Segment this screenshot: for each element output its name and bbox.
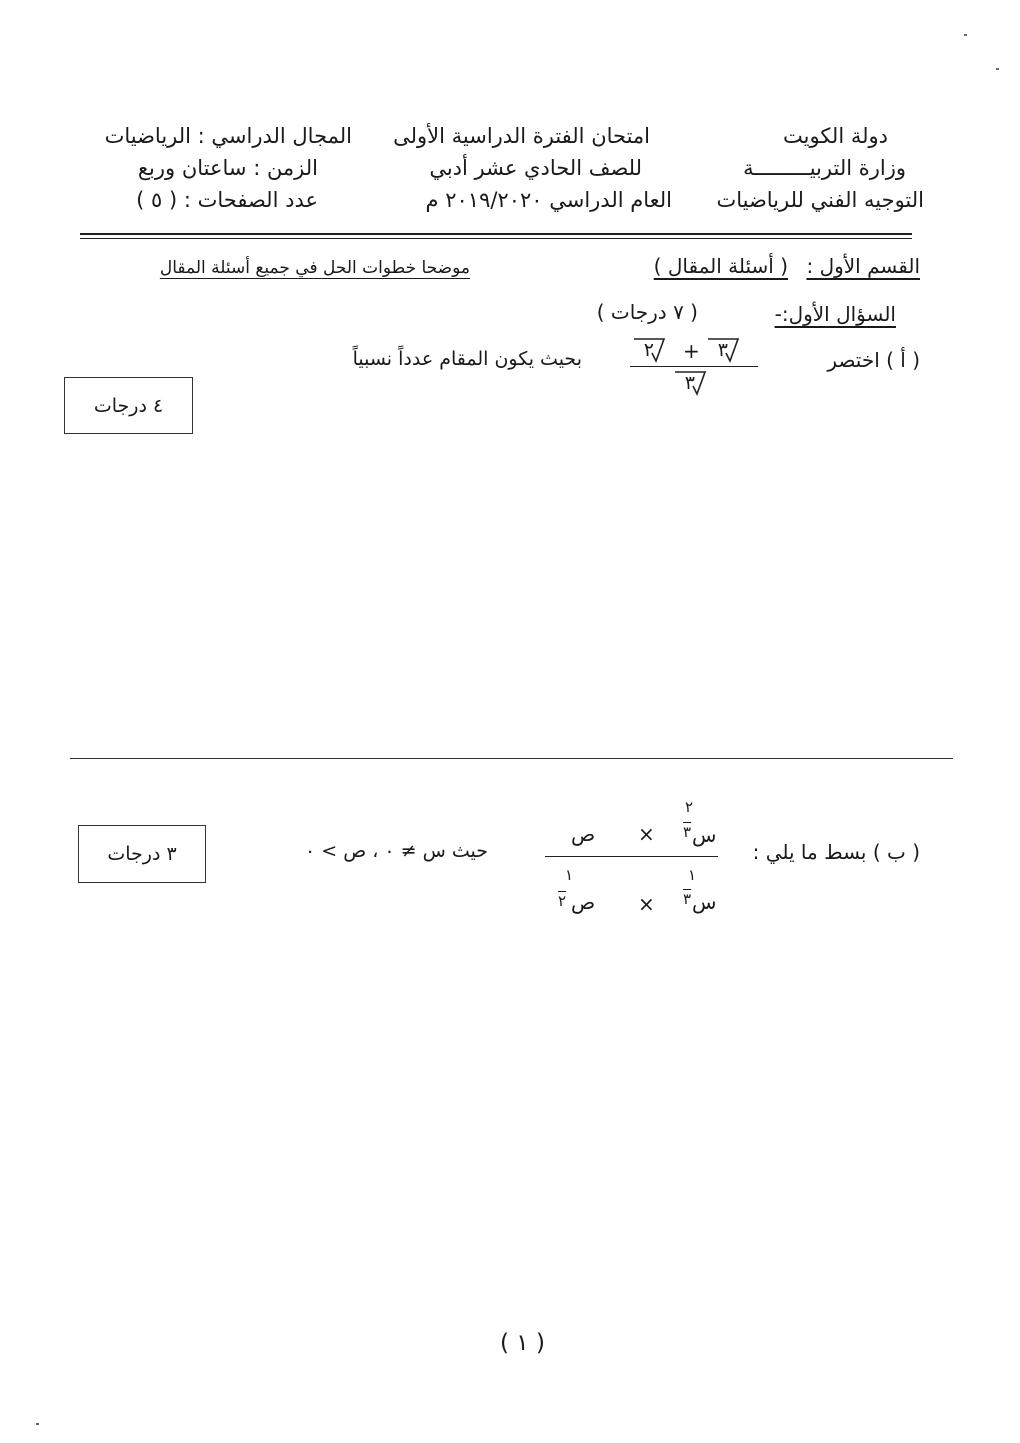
radical-sign-icon (632, 337, 672, 363)
root-index: ٣ (683, 890, 692, 908)
scan-speck (36, 1423, 39, 1425)
fraction-bar (630, 366, 758, 367)
question1-title: السؤال الأول:- (774, 302, 896, 326)
section-title: القسم الأول : (806, 254, 920, 278)
header-page-count: عدد الصفحات : ( ٥ ) (136, 188, 318, 212)
times-sign: × (638, 822, 655, 846)
part-a-marks-box (64, 377, 193, 434)
radical-sign-icon (673, 370, 713, 396)
variable-s: س (692, 890, 717, 914)
part-b-condition: حيث س ≠ ٠ ، ص > ٠ (305, 840, 488, 862)
header-divider (80, 233, 912, 239)
scan-speck (996, 68, 999, 70)
part-b-marks-box (78, 825, 206, 883)
radical-sign-icon (706, 337, 746, 363)
scan-speck (964, 34, 967, 36)
header-department: التوجيه الفني للرياضيات (716, 188, 924, 212)
variable-sad: ص (571, 822, 596, 846)
radicand: ٣ (717, 339, 728, 361)
question1-marks: ( ٧ درجات ) (596, 300, 698, 324)
part-a-marks-text: ٤ درجات (93, 394, 164, 417)
header-subject: المجال الدراسي : الرياضيات (104, 124, 352, 148)
radicand: ٢ (643, 339, 654, 361)
times-sign: × (638, 892, 655, 916)
part-divider (70, 758, 953, 759)
part-a-label: ( أ ) اختصر (827, 348, 920, 372)
root-index: ٣ (683, 823, 692, 841)
root-index: ٢ (558, 892, 567, 910)
variable-sad: ص (571, 890, 596, 914)
section-instruction: موضحا خطوات الحل في جميع أسئلة المقال (159, 258, 470, 278)
part-a-condition: بحيث يكون المقام عدداً نسبياً (352, 348, 582, 370)
fraction-bar (545, 856, 718, 857)
header-academic-year: العام الدراسي ٢٠١٩/٢٠٢٠ م (425, 188, 672, 212)
header-time: الزمن : ساعتان وربع (137, 156, 318, 180)
plus-sign: + (683, 339, 700, 363)
header-country: دولة الكويت (783, 124, 888, 148)
variable-s: س (692, 823, 717, 847)
header-grade: للصف الحادي عشر أدبي (429, 156, 642, 180)
radicand: ٣ (684, 372, 695, 394)
header-ministry: وزارة التربيـــــــــة (743, 156, 906, 180)
exponent-numerator: ١ (565, 866, 574, 884)
exponent-numerator: ٢ (685, 798, 694, 816)
header-exam-title: امتحان الفترة الدراسية الأولى (393, 124, 650, 148)
exponent-numerator: ١ (688, 866, 697, 884)
page-number: ( ١ ) (500, 1330, 545, 1356)
part-b-label: ( ب ) بسط ما يلي : (752, 840, 920, 864)
section-subtitle: ( أسئلة المقال ) (653, 254, 788, 278)
part-b-marks-text: ٣ درجات (107, 843, 177, 865)
